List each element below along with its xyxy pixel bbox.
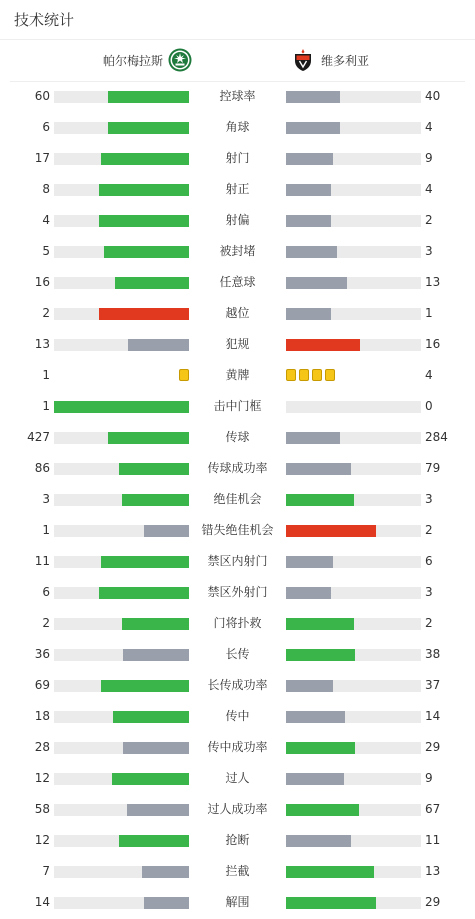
away-bar-track xyxy=(286,184,421,196)
page-title: 技术统计 xyxy=(14,11,75,29)
away-value: 38 xyxy=(425,647,441,661)
yellow-card-icon xyxy=(325,369,335,381)
home-value: 427 xyxy=(27,430,50,444)
away-bar-track xyxy=(286,432,421,444)
home-value: 13 xyxy=(34,337,50,351)
home-bar-track xyxy=(54,835,189,847)
stat-label: 传中成功率 xyxy=(207,740,268,754)
home-value: 5 xyxy=(42,244,50,258)
away-value: 13 xyxy=(425,275,441,289)
stats-list xyxy=(0,82,475,919)
stat-label: 禁区内射门 xyxy=(207,554,268,568)
stat-label: 传中 xyxy=(225,709,250,723)
stat-row xyxy=(0,609,475,640)
home-bar-fill xyxy=(144,525,189,537)
stat-label: 射门 xyxy=(225,151,250,165)
away-bar-fill xyxy=(286,215,331,227)
stat-row xyxy=(0,516,475,547)
stat-row xyxy=(0,795,475,826)
away-value: 16 xyxy=(425,337,441,351)
home-bar-track xyxy=(54,308,189,320)
stat-label: 越位 xyxy=(225,306,250,320)
away-value: 9 xyxy=(425,151,433,165)
stat-label: 过人成功率 xyxy=(207,802,268,816)
away-bar-track xyxy=(286,215,421,227)
stat-label: 绝佳机会 xyxy=(213,492,262,506)
home-bar-fill xyxy=(123,742,189,754)
away-bar-track xyxy=(286,556,421,568)
home-value: 28 xyxy=(34,740,50,754)
stat-label: 过人 xyxy=(225,771,250,785)
home-value: 14 xyxy=(34,895,50,909)
away-bar-fill xyxy=(286,525,376,537)
stat-label: 黄牌 xyxy=(225,368,250,382)
stat-label: 击中门框 xyxy=(213,399,262,413)
home-value: 3 xyxy=(42,492,50,506)
away-bar-fill xyxy=(286,773,344,785)
home-value: 60 xyxy=(34,89,50,103)
home-bar-track xyxy=(54,680,189,692)
home-team[interactable] xyxy=(103,48,192,72)
home-bar-fill xyxy=(108,122,189,134)
stat-label: 长传成功率 xyxy=(207,678,268,692)
home-bar-track xyxy=(54,463,189,475)
home-bar-track xyxy=(54,339,189,351)
away-value: 11 xyxy=(425,833,441,847)
home-bar-fill xyxy=(101,556,189,568)
home-bar-fill xyxy=(108,432,189,444)
stat-row xyxy=(0,82,475,113)
away-bar-fill xyxy=(286,804,359,816)
home-value: 12 xyxy=(34,771,50,785)
home-bar-fill xyxy=(119,463,189,475)
home-bar-fill xyxy=(123,649,189,661)
home-bar-fill xyxy=(101,153,189,165)
away-bar-fill xyxy=(286,587,331,599)
away-bar-track xyxy=(286,246,421,258)
home-bar-fill xyxy=(108,91,189,103)
away-value: 3 xyxy=(425,244,433,258)
home-value: 6 xyxy=(42,585,50,599)
away-team[interactable] xyxy=(291,48,369,72)
away-bar-track xyxy=(286,897,421,909)
away-bar-track xyxy=(286,866,421,878)
away-value: 29 xyxy=(425,895,441,909)
stat-row xyxy=(0,547,475,578)
home-bar-fill xyxy=(142,866,189,878)
away-bar-track xyxy=(286,587,421,599)
away-bar-track xyxy=(286,773,421,785)
away-bar-track xyxy=(286,494,421,506)
stat-row xyxy=(0,268,475,299)
home-value: 1 xyxy=(42,523,50,537)
away-value: 284 xyxy=(425,430,448,444)
away-value: 29 xyxy=(425,740,441,754)
home-value: 58 xyxy=(34,802,50,816)
away-bar-track xyxy=(286,277,421,289)
home-bar-track xyxy=(54,711,189,723)
vitoria-crest-icon xyxy=(291,48,315,72)
stat-label: 长传 xyxy=(225,647,250,661)
stat-label: 传球成功率 xyxy=(207,461,268,475)
home-bar-track xyxy=(54,649,189,661)
stat-label: 解围 xyxy=(225,895,250,909)
home-value: 1 xyxy=(42,399,50,413)
away-bar-fill xyxy=(286,432,340,444)
home-value: 7 xyxy=(42,864,50,878)
away-value: 4 xyxy=(425,182,433,196)
home-bar-track xyxy=(54,866,189,878)
away-bar-fill xyxy=(286,649,355,661)
away-bar-track xyxy=(286,91,421,103)
home-value: 11 xyxy=(34,554,50,568)
home-bar-fill xyxy=(99,184,189,196)
home-bar-fill xyxy=(122,618,190,630)
stat-row xyxy=(0,485,475,516)
home-bar-fill xyxy=(115,277,189,289)
home-bar-fill xyxy=(99,215,189,227)
away-bar-fill xyxy=(286,463,351,475)
away-value: 2 xyxy=(425,616,433,630)
away-value: 14 xyxy=(425,709,441,723)
home-bar-fill xyxy=(101,680,189,692)
away-yellow-cards xyxy=(286,369,335,382)
home-bar-track xyxy=(54,246,189,258)
away-bar-fill xyxy=(286,184,331,196)
home-bar-track xyxy=(54,215,189,227)
stat-row xyxy=(0,330,475,361)
home-bar-track xyxy=(54,277,189,289)
home-bar-track xyxy=(54,618,189,630)
home-value: 2 xyxy=(42,306,50,320)
away-value: 67 xyxy=(425,802,441,816)
palmeiras-crest-icon xyxy=(168,48,192,72)
home-bar-fill xyxy=(113,711,189,723)
stat-row xyxy=(0,361,475,392)
stat-row xyxy=(0,640,475,671)
home-bar-track xyxy=(54,432,189,444)
yellow-card-icon xyxy=(286,369,296,381)
away-value: 2 xyxy=(425,523,433,537)
home-bar-track xyxy=(54,525,189,537)
stat-label: 任意球 xyxy=(219,275,256,289)
stat-row xyxy=(0,175,475,206)
away-bar-fill xyxy=(286,556,333,568)
stat-label: 控球率 xyxy=(219,89,256,103)
away-bar-fill xyxy=(286,91,340,103)
home-value: 36 xyxy=(34,647,50,661)
away-bar-fill xyxy=(286,122,340,134)
away-bar-fill xyxy=(286,246,337,258)
away-bar-track xyxy=(286,122,421,134)
home-value: 69 xyxy=(34,678,50,692)
away-bar-fill xyxy=(286,742,355,754)
home-bar-fill xyxy=(99,308,189,320)
stat-label: 错失绝佳机会 xyxy=(201,523,274,537)
stat-row xyxy=(0,857,475,888)
away-bar-track xyxy=(286,711,421,723)
home-bar-fill xyxy=(104,246,189,258)
away-bar-track xyxy=(286,463,421,475)
stat-row xyxy=(0,237,475,268)
home-bar-fill xyxy=(54,401,189,413)
home-bar-fill xyxy=(119,835,189,847)
stat-label: 禁区外射门 xyxy=(207,585,268,599)
home-value: 4 xyxy=(42,213,50,227)
home-bar-track xyxy=(54,897,189,909)
away-bar-fill xyxy=(286,866,374,878)
away-bar-track xyxy=(286,153,421,165)
yellow-card-icon xyxy=(312,369,322,381)
away-bar-track xyxy=(286,339,421,351)
stat-label: 角球 xyxy=(225,120,250,134)
stat-row xyxy=(0,392,475,423)
header-bar xyxy=(0,0,475,40)
away-value: 9 xyxy=(425,771,433,785)
away-bar-fill xyxy=(286,153,333,165)
away-bar-track xyxy=(286,401,421,413)
home-bar-fill xyxy=(99,587,189,599)
home-bar-track xyxy=(54,556,189,568)
home-bar-track xyxy=(54,184,189,196)
stat-label: 传球 xyxy=(225,430,250,444)
home-bar-fill xyxy=(128,339,189,351)
away-value: 6 xyxy=(425,554,433,568)
home-value: 16 xyxy=(34,275,50,289)
home-bar-track xyxy=(54,587,189,599)
stat-row xyxy=(0,299,475,330)
stat-row xyxy=(0,764,475,795)
away-value: 13 xyxy=(425,864,441,878)
away-bar-track xyxy=(286,308,421,320)
home-value: 2 xyxy=(42,616,50,630)
away-bar-track xyxy=(286,649,421,661)
away-bar-track xyxy=(286,835,421,847)
home-value: 17 xyxy=(34,151,50,165)
home-bar-track xyxy=(54,804,189,816)
away-value: 1 xyxy=(425,306,433,320)
stat-row xyxy=(0,826,475,857)
stat-row xyxy=(0,144,475,175)
home-team-name: 帕尔梅拉斯 xyxy=(102,53,163,68)
away-bar-fill xyxy=(286,277,347,289)
home-bar-track xyxy=(54,122,189,134)
home-bar-fill xyxy=(127,804,189,816)
away-value: 2 xyxy=(425,213,433,227)
away-bar-fill xyxy=(286,835,351,847)
home-value: 6 xyxy=(42,120,50,134)
away-value: 3 xyxy=(425,492,433,506)
away-bar-fill xyxy=(286,618,354,630)
home-bar-fill xyxy=(144,897,189,909)
away-bar-fill xyxy=(286,494,354,506)
away-bar-fill xyxy=(286,680,333,692)
stat-label: 抢断 xyxy=(225,833,250,847)
stat-row xyxy=(0,702,475,733)
home-value: 1 xyxy=(42,368,50,382)
away-value: 4 xyxy=(425,368,433,382)
stat-row xyxy=(0,578,475,609)
away-bar-track xyxy=(286,804,421,816)
away-bar-track xyxy=(286,618,421,630)
stat-label: 被封堵 xyxy=(219,244,256,258)
home-value: 86 xyxy=(34,461,50,475)
away-bar-fill xyxy=(286,308,331,320)
stat-row xyxy=(0,454,475,485)
away-bar-track xyxy=(286,680,421,692)
away-bar-fill xyxy=(286,897,376,909)
home-bar-track xyxy=(54,773,189,785)
stat-label: 拦截 xyxy=(225,864,250,878)
yellow-card-icon xyxy=(179,369,189,381)
stat-label: 犯规 xyxy=(225,337,250,351)
home-bar-track xyxy=(54,153,189,165)
stat-row xyxy=(0,733,475,764)
away-value: 3 xyxy=(425,585,433,599)
stat-label: 门将扑救 xyxy=(213,616,262,630)
home-bar-track xyxy=(54,401,189,413)
away-value: 79 xyxy=(425,461,441,475)
home-yellow-cards xyxy=(179,369,189,382)
stat-label: 射正 xyxy=(225,182,250,196)
home-bar-track xyxy=(54,91,189,103)
stat-row xyxy=(0,423,475,454)
away-value: 40 xyxy=(425,89,441,103)
away-team-name: 维多利亚 xyxy=(321,53,370,68)
away-value: 0 xyxy=(425,399,433,413)
home-bar-fill xyxy=(112,773,189,785)
home-bar-fill xyxy=(122,494,190,506)
away-bar-fill xyxy=(286,711,345,723)
stat-row xyxy=(0,671,475,702)
teams-header xyxy=(10,40,465,82)
away-bar-track xyxy=(286,525,421,537)
away-bar-track xyxy=(286,742,421,754)
stat-label: 射偏 xyxy=(225,213,250,227)
home-value: 8 xyxy=(42,182,50,196)
away-value: 37 xyxy=(425,678,441,692)
home-value: 18 xyxy=(34,709,50,723)
home-value: 12 xyxy=(34,833,50,847)
yellow-card-icon xyxy=(299,369,309,381)
home-bar-track xyxy=(54,742,189,754)
stat-row xyxy=(0,206,475,237)
stat-row xyxy=(0,113,475,144)
home-bar-track xyxy=(54,494,189,506)
away-bar-fill xyxy=(286,339,360,351)
stat-row xyxy=(0,888,475,919)
away-value: 4 xyxy=(425,120,433,134)
